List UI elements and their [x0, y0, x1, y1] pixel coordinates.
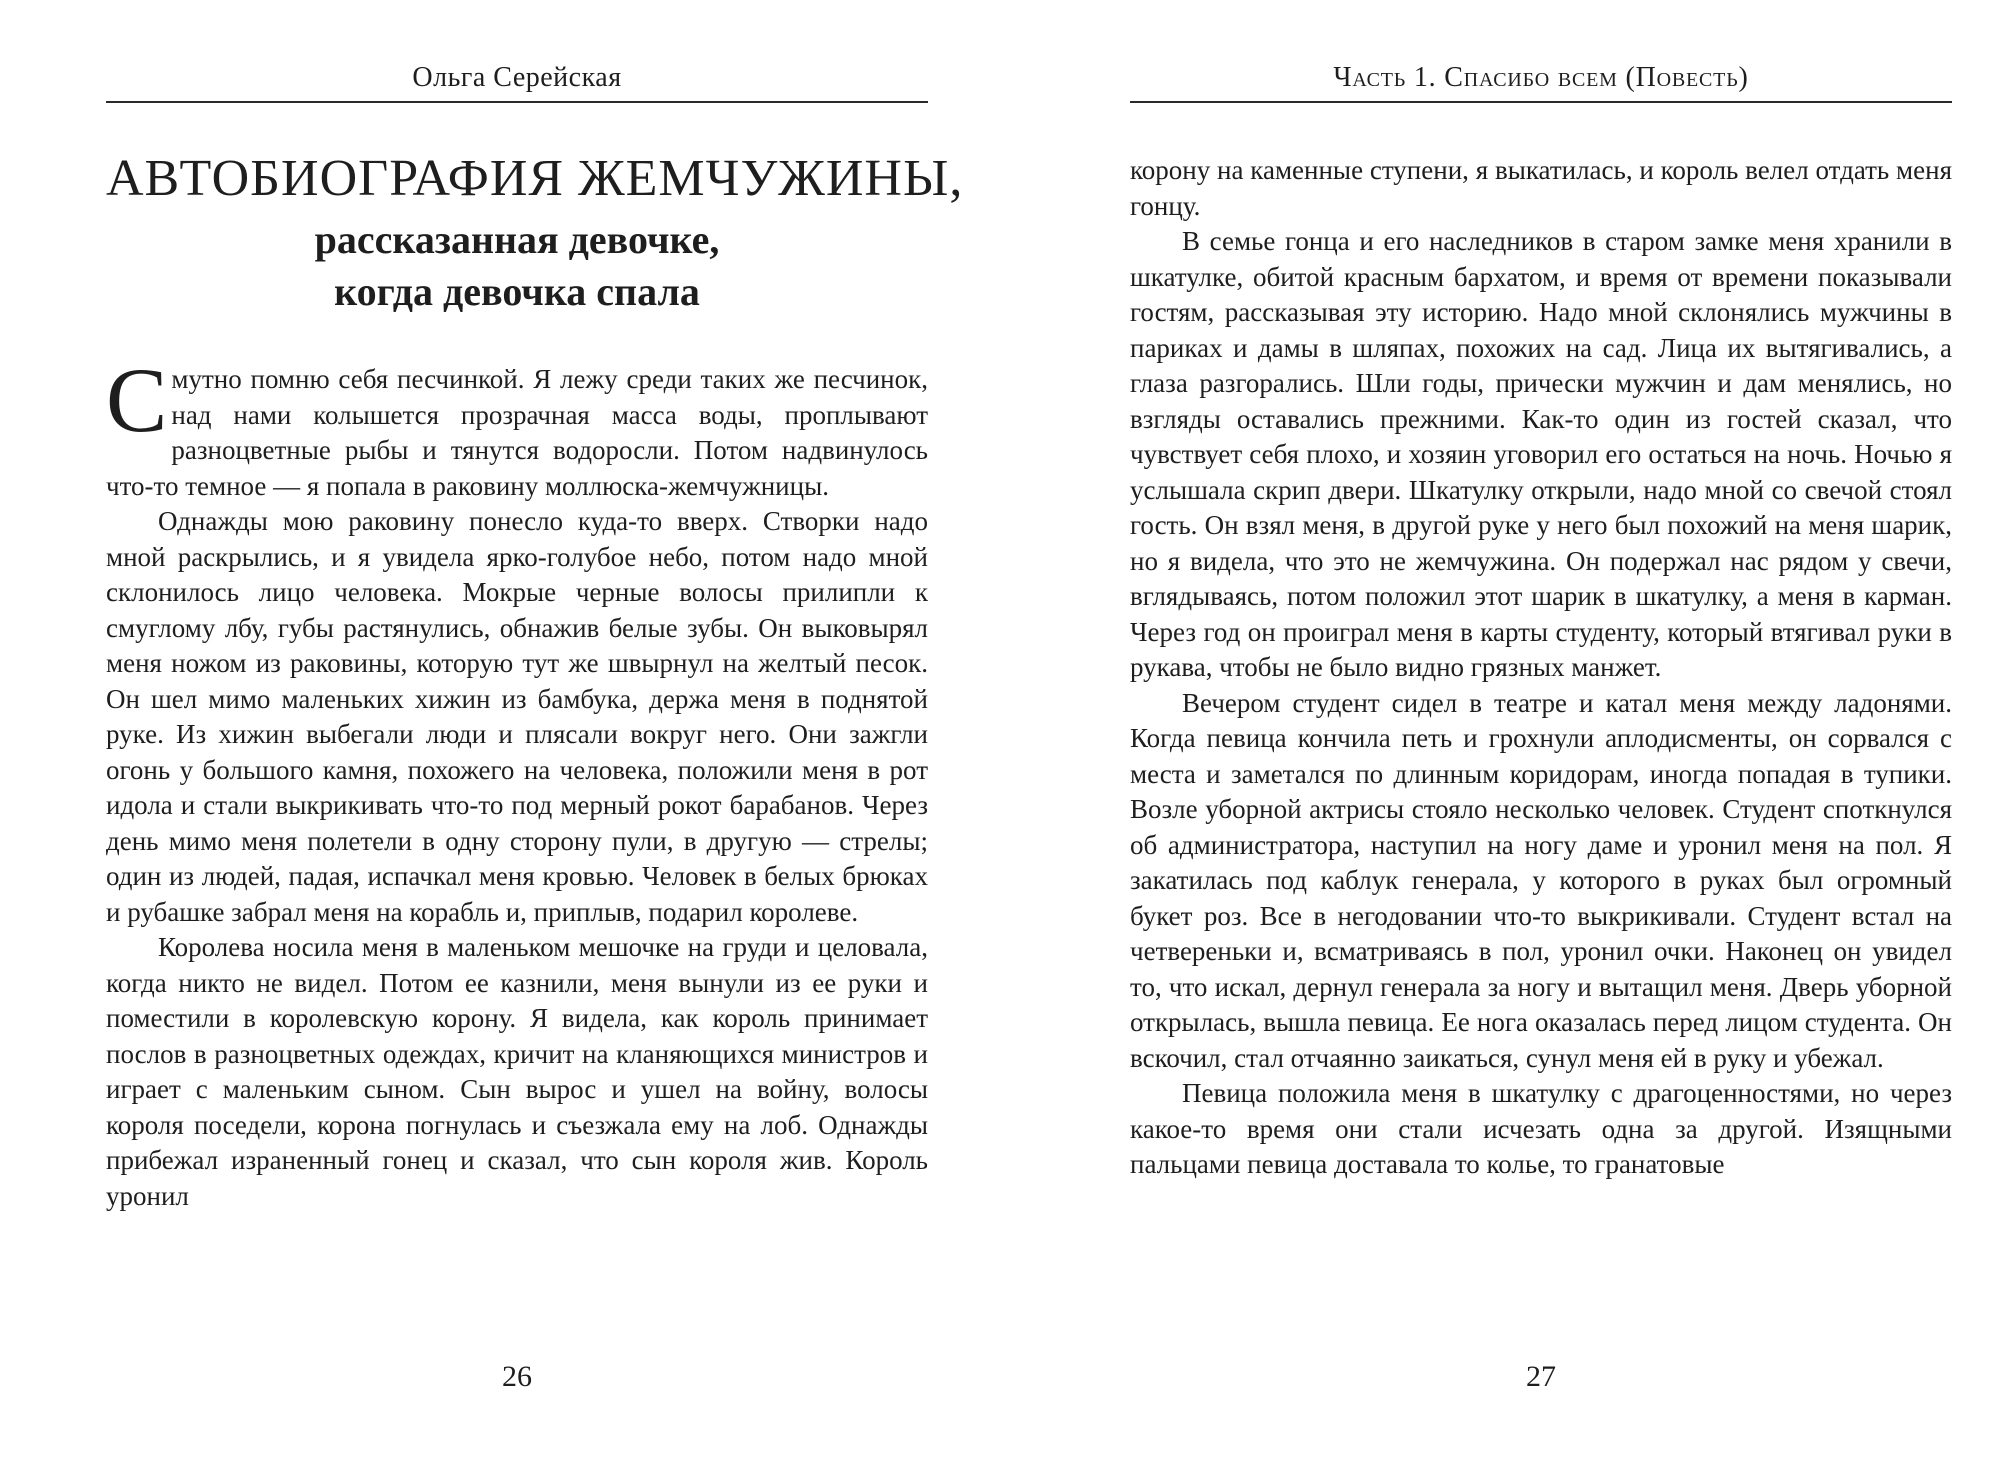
title-subtitle-line-1: рассказанная девочке,	[314, 217, 720, 262]
page-number: 27	[1526, 1360, 1556, 1393]
right-page	[1130, 0, 2000, 1477]
page-number: 26	[502, 1360, 532, 1393]
paragraph: корону на каменные ступени, я выкатилась, и король велел отдать меня гонцу.	[1130, 155, 1952, 221]
header-rule	[106, 101, 928, 103]
paragraph: Однажды мою раковину понесло куда-то вверх. Створки надо мной раскрылись, и я увидела ярко-голубое небо, потом надо мной склонилось лицо человека. Мокрые черные волосы прилипли к смуглому лбу, губы растянулись, обнажив белые зубы. Он выковырял меня ножом из раковины, которую тут же швырнул на желтый песок. Он шел мимо маленьких хижин из бамбука, держа меня в поднятой руке. Из хижин выбегали люди и плясали вокруг него. Они зажгли огонь у большого камня, похожего на человека, положили меня в рот идола и стали выкрикивать что-то под мерный рокот барабанов. Через день мимо меня полетели в одну сторону пули, в другую — стрелы; один из людей, падая, испачкал меня кровью. Человек в белых брюках и рубашке забрал меня на корабль и, приплыв, подарил королеве.	[106, 506, 928, 927]
paragraph: Вечером студент сидел в театре и катал меня между ладонями. Когда певица кончила петь и грохнули аплодисменты, он сорвался с места и заметался по длинным коридорам, иногда попадая в тупики. Возле уборной актрисы стояло несколько человек. Студент споткнулся об администратора, наступил на ногу даме и уронил меня на пол. Я закатилась под каблук генерала, у которого в руках был огромный букет роз. Все в негодовании что-то выкрикивали. Студент встал на четвереньки и, всматриваясь в пол, уронил очки. Наконец он увидел то, что искал, дернул генерала за ногу и вытащил меня. Дверь уборной открылась, вышла певица. Ее нога оказалась перед лицом студента. Он вскочил, стал отчаянно заикаться, сунул меня ей в руку и убежал.	[1130, 687, 1952, 1073]
paragraph: В семье гонца и его наследников в старом замке меня хранили в шкатулке, обитой красным бархатом, и время от времени показывали гостям, рассказывая эту историю. Надо мной склонялись мужчины в париках и дамы в шляпах, похожих на сад. Лица их вытягивались, а глаза разгорались. Шли годы, прически мужчин и дам менялись, но взгляды оставались прежними. Как-то один из гостей сказал, что чувствует себя плохо, и хозяин уговорил его остаться на ночь. Ночью я услышала скрип двери. Шкатулку открыли, надо мной со свечой стоял гость. Он взял меня, в другой руке у него был похожий на меня шарик, но я видела, что это не жемчужина. Он подержал нас рядом у свечи, вглядываясь, потом положил этот шарик в шкатулку, а меня в карман. Через год он проиграл меня в карты студенту, который втягивал руки в рукава, чтобы не было видно грязных манжет.	[1130, 226, 1952, 682]
body-text	[1130, 153, 1952, 1183]
left-page	[106, 0, 1006, 1477]
title-subtitle-line-2: когда девочка спала	[334, 269, 700, 314]
header-rule	[1130, 101, 1952, 103]
body-text	[106, 349, 928, 1214]
chapter-title	[106, 150, 964, 318]
paragraph: Певица положила меня в шкатулку с драгоценностями, но через какое-то время они стали исчезать одна за другой. Изящными пальцами певица доставала то колье, то гранатовые	[1130, 1078, 1952, 1179]
paragraph-text: мутно помню себя песчинкой. Я лежу среди таких же песчинок, над нами колышется прозрачная масса воды, проплывают разноцветные рыбы и тянутся водоросли. Потом надвинулось что-то темное — я попала в раковину моллюска-жемчужницы.	[106, 364, 928, 501]
running-head-author: Ольга Серейская	[412, 62, 622, 93]
drop-cap: С	[106, 349, 168, 451]
running-head-section: Часть 1. Спасибо всем (Повесть)	[1333, 62, 1749, 93]
paragraph: Королева носила меня в маленьком мешочке на груди и целовала, когда никто не видел. Потом ее казнили, меня вынули из ее руки и поместили в королевскую корону. Я видела, как король принимает послов в разноцветных одеждах, кричит на кланяющихся министров и играет с маленьким сыном. Сын вырос и ушел на войну, волосы короля поседели, корона погнулась и съезжала ему на лоб. Однажды прибежал израненный гонец и сказал, что сын короля жив. Король уронил	[106, 932, 928, 1211]
paragraph	[106, 349, 928, 504]
title-main: АВТОБИОГРАФИЯ ЖЕМЧУЖИНЫ,	[106, 150, 964, 207]
